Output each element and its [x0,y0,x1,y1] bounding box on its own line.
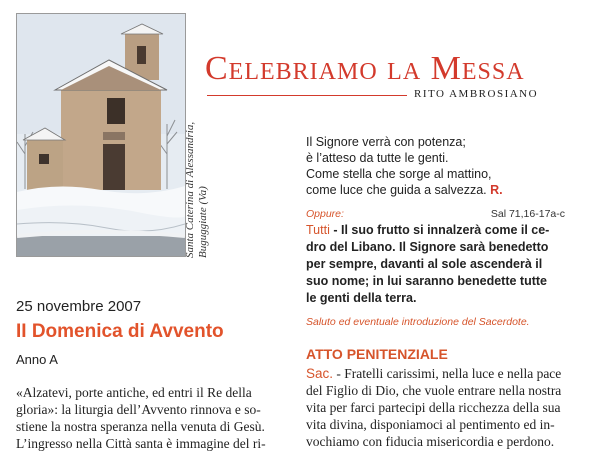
chapel-illustration [17,14,185,256]
intro-line: gloria»: la liturgia dell’Avvento rinnova e so- [16,402,261,417]
alternative-line: le genti della terra. [306,291,417,305]
alternative-line: suo nome; in lui saranno benedette tutte [306,274,547,288]
masthead-rule [207,95,407,96]
photo-caption-line-1: Santa Caterina di Alessandria, [184,121,196,258]
penitential-text [306,365,594,450]
intro-line: L’ingresso nella Città santa è immagine del ri- [16,436,266,451]
speaker-sac: Sac. [306,366,334,381]
antiphon-line: come luce che guida a salvezza. [306,183,487,197]
penitential-heading: ATTO PENITENZIALE [306,346,448,362]
masthead-title: Celebriamo la Messa [205,50,525,87]
liturgical-year: Anno A [16,352,58,367]
penitential-line: del Figlio di Dio, che vuole entrare nella nostra [306,383,562,398]
penitential-line: vita divina, disponiamoci al pentimento ed in- [306,417,555,432]
alternative-text [306,222,594,307]
psalm-reference: Sal 71,16-17a-c [490,208,565,220]
photo-caption-line-2: Buguggiate (Va) [197,186,209,258]
antiphon-line-last [306,182,586,198]
chapel-photo [16,13,186,257]
entrance-antiphon [306,134,586,198]
greeting-note: Saluto ed eventuale introduzione del Sacerdote. [306,316,530,328]
masthead-subtitle: RITO AMBROSIANO [414,88,539,100]
antiphon-line: è l’atteso da tutte le genti. [306,151,449,165]
response-mark: R. [490,183,503,197]
antiphon-line: Il Signore verrà con potenza; [306,135,466,149]
speaker-tutti: Tutti [306,223,330,237]
penitential-line: vita per farci partecipi della ricchezza della sua [306,400,561,415]
penitential-line: vochiamo con fiducia misericordia e perdono. [306,434,555,449]
intro-line: stiene la nostra speranza nella venuta di Gesù. [16,419,265,434]
alternative-header [306,208,591,222]
liturgy-date: 25 novembre 2007 [16,298,142,315]
sunday-title: II Domenica di Avvento [16,321,224,342]
intro-paragraph [16,384,278,452]
antiphon-line: Come stella che sorge al mattino, [306,167,492,181]
alternative-label: Oppure: [306,208,344,220]
alternative-line: - Il suo frutto si innalzerà come il ce- [329,223,550,237]
alternative-line: dro del Libano. Il Signore sarà benedetto [306,240,549,254]
alternative-line: per sempre, davanti al sole ascenderà il [306,257,543,271]
penitential-line: - Fratelli carissimi, nella luce e nella pace [333,366,562,381]
intro-line: «Alzatevi, porte antiche, ed entri il Re della [16,385,252,400]
